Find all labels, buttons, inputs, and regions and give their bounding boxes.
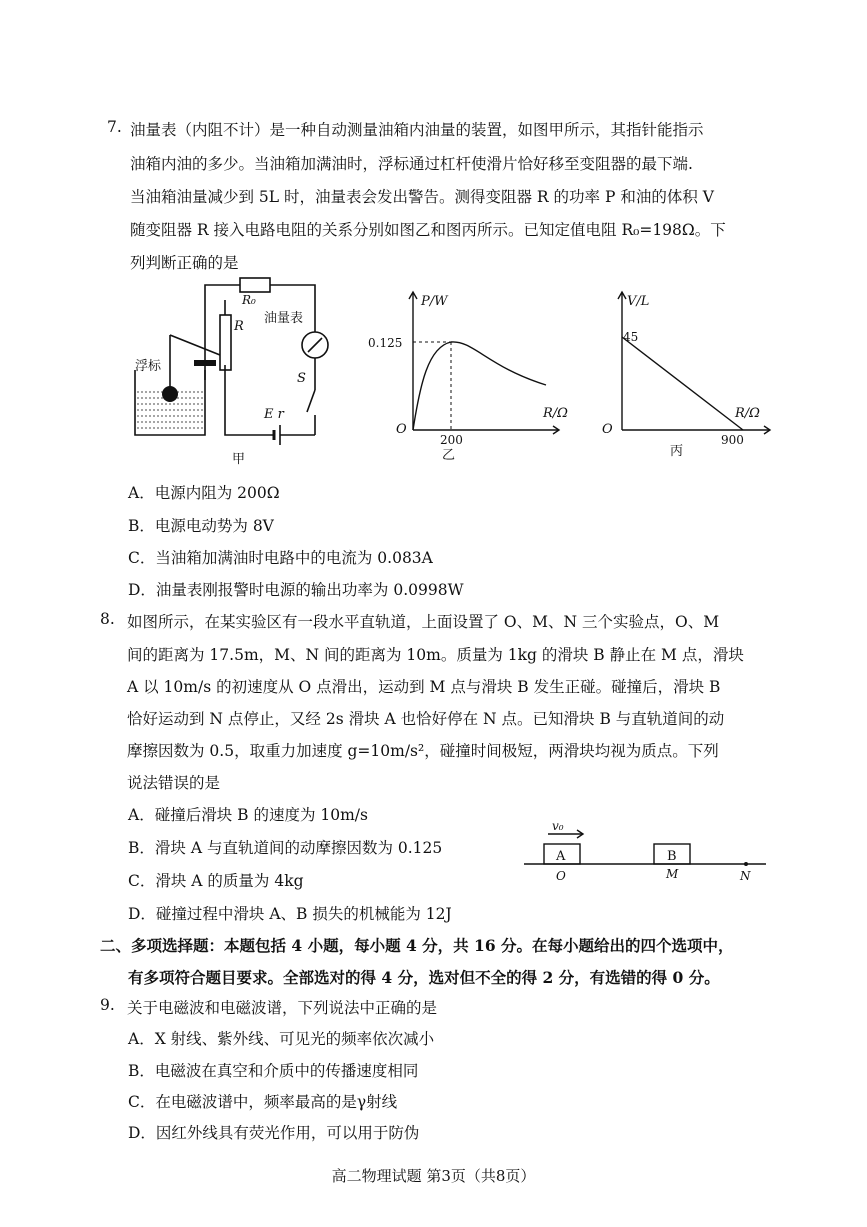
bing-x-int: 900: [721, 433, 744, 447]
caption-bing: 丙: [670, 444, 684, 459]
page-footer: 高二物理试题 第3页（共8页）: [331, 1167, 536, 1185]
q7-line-5: 列判断正确的是: [130, 254, 239, 272]
q8-line-6: 说法错误的是: [127, 774, 221, 792]
bing-origin: O: [602, 422, 613, 437]
q8-option-d: D．碰撞过程中滑块 A、B 损失的机械能为 12J: [128, 905, 452, 923]
label-v0: v₀: [552, 819, 564, 833]
q9-option-d: D．因红外线具有荧光作用，可以用于防伪: [128, 1124, 420, 1142]
yi-origin: O: [396, 422, 407, 437]
bing-xlabel: R/Ω: [735, 406, 760, 421]
q7-line-3: 当油箱油量减少到 5L 时，油量表会发出警告。测得变阻器 R 的功率 P 和油的体积 V: [130, 188, 714, 206]
label-a: A: [556, 849, 566, 864]
q8-option-a: A．碰撞后滑块 B 的速度为 10m/s: [128, 806, 368, 824]
label-m: M: [666, 867, 679, 881]
section2-line-1: 二、多项选择题：本题包括 4 小题，每小题 4 分，共 16 分。在每小题给出的四个选项中，: [100, 936, 734, 955]
q7-line-1: 油量表（内阻不计）是一种自动测量油箱内油量的装置，如图甲所示，其指针能指示: [130, 121, 704, 139]
yi-peak-x: 200: [440, 433, 463, 447]
float-ball: [162, 386, 178, 402]
chart-bing: [597, 285, 777, 465]
track-diagram: [520, 818, 770, 886]
label-Er: E r: [264, 407, 284, 422]
circuit-diagram-jia: [130, 270, 340, 470]
q8-option-c: C．滑块 A 的质量为 4kg: [128, 872, 304, 890]
q7-option-d: D．油量表刚报警时电源的输出功率为 0.0998W: [128, 581, 464, 599]
caption-yi: 乙: [442, 448, 456, 463]
q8-line-5: 摩擦因数为 0.5，取重力加速度 g=10m/s²，碰撞时间极短，两滑块均视为质点。下列: [127, 742, 719, 760]
q7-line-2: 油箱内油的多少。当油箱加满油时，浮标通过杠杆使滑片恰好移至变阻器的最下端.: [130, 155, 693, 173]
bing-y-int: 45: [623, 330, 639, 344]
yi-ylabel: P/W: [421, 294, 448, 309]
label-R0: R₀: [242, 293, 256, 307]
label-meter: 油量表: [264, 311, 304, 326]
q7-number: 7.: [107, 118, 122, 136]
label-R: R: [234, 319, 244, 334]
q8-option-b: B．滑块 A 与直轨道间的动摩擦因数为 0.125: [128, 839, 443, 857]
q8-line-2: 间的距离为 17.5m，M、N 间的距离为 10m。质量为 1kg 的滑块 B 静止在 M 点，滑块: [127, 646, 744, 664]
q7-option-c: C．当油箱加满油时电路中的电流为 0.083A: [128, 549, 433, 567]
label-n: N: [740, 869, 751, 883]
section2-line-2: 有多项符合题目要求。全部选对的得 4 分，选对但不全的得 2 分，有选错的得 0 分。: [128, 968, 720, 987]
q8-line-1: 如图所示，在某实验区有一段水平直轨道，上面设置了 O、M、N 三个实验点，O、M: [127, 613, 720, 631]
q9-option-b: B．电磁波在真空和介质中的传播速度相同: [128, 1062, 419, 1080]
yi-peak-y: 0.125: [368, 336, 403, 350]
q7-line-4: 随变阻器 R 接入电路电阻的关系分别如图乙和图丙所示。已知定值电阻 R₀=198Ω。下: [130, 221, 726, 239]
chart-yi: [368, 285, 568, 465]
q8-line-3: A 以 10m/s 的初速度从 O 点滑出，运动到 M 点与滑块 B 发生正碰。碰撞后，滑块 B: [127, 678, 721, 696]
bing-ylabel: V/L: [627, 294, 650, 309]
q8-line-4: 恰好运动到 N 点停止，又经 2s 滑块 A 也恰好停在 N 点。已知滑块 B 与直轨道间的动: [127, 710, 725, 728]
yi-xlabel: R/Ω: [543, 406, 568, 421]
q9-option-a: A．X 射线、紫外线、可见光的频率依次减小: [128, 1030, 435, 1048]
label-o: O: [556, 869, 566, 883]
q9-stem: 关于电磁波和电磁波谱，下列说法中正确的是: [127, 999, 438, 1017]
q9-option-c: C．在电磁波谱中，频率最高的是γ射线: [128, 1093, 398, 1111]
label-S: S: [297, 371, 306, 386]
q8-number: 8.: [100, 610, 115, 628]
q9-number: 9.: [100, 996, 115, 1014]
caption-jia: 甲: [232, 452, 246, 467]
q7-option-a: A．电源内阻为 200Ω: [128, 484, 280, 502]
label-b: B: [667, 849, 677, 864]
q7-option-b: B．电源电动势为 8V: [128, 517, 274, 535]
label-float: 浮标: [135, 359, 162, 374]
